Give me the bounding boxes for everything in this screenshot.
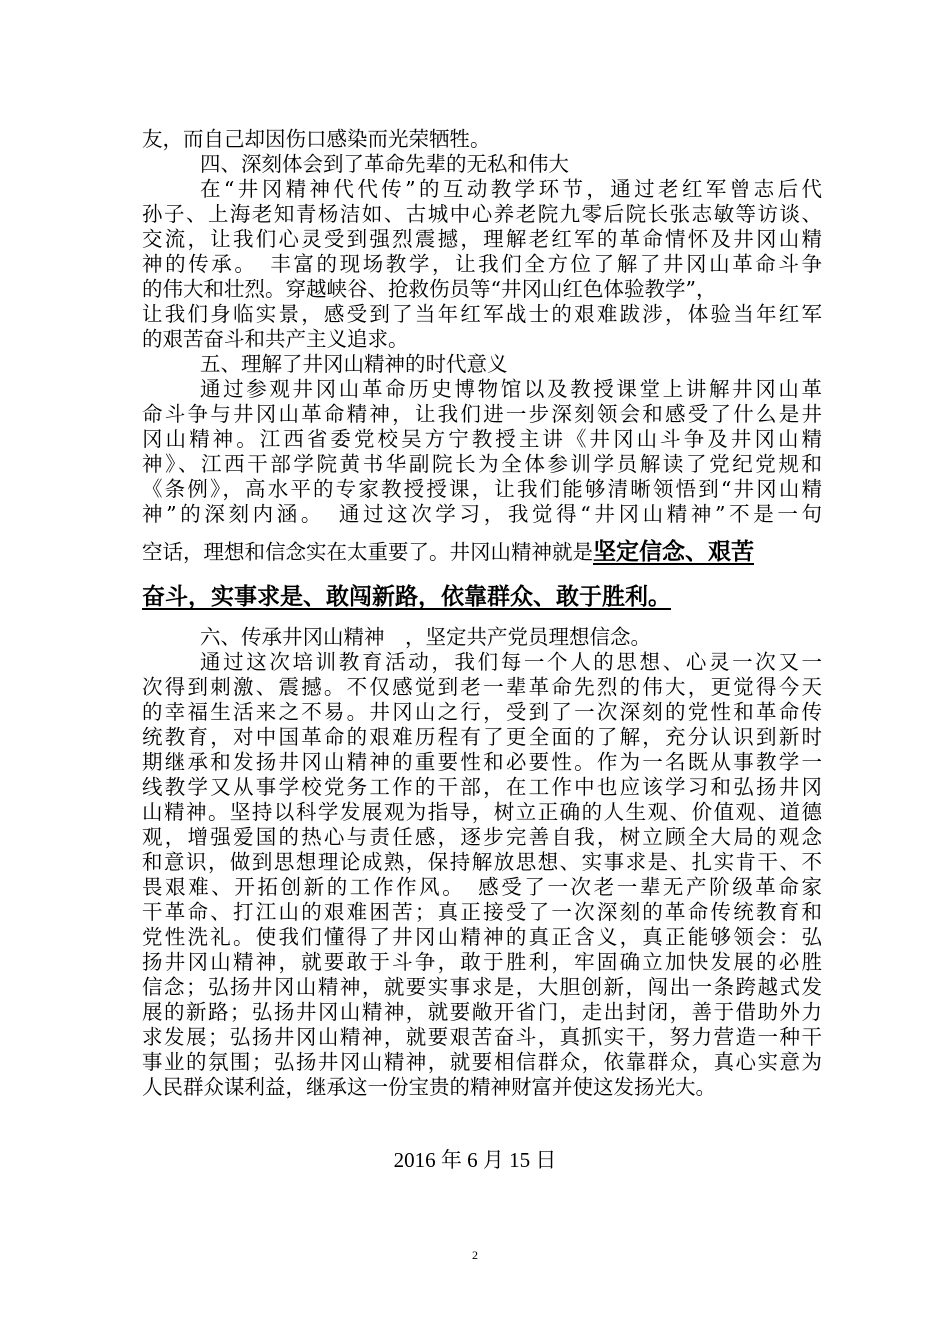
paragraph-line: 孙子、上海老知青杨洁如、古城中心养老院九零后院长张志敏等访谈、 [142,202,822,226]
paragraph-text: 空话，理想和信念实在太重要了。井冈山精神就是 [142,540,593,564]
paragraph-line: 和意识，做到思想理论成熟，保持解放思想、实事求是、扎实肯干、不 [142,850,822,874]
paragraph-line: 的伟大和壮烈。穿越峡谷、抢救伤员等“井冈山红色体验教学”， [142,277,717,301]
paragraph-line: 干革命、打江山的艰难困苦；真正接受了一次深刻的革命传统教育和 [142,900,822,924]
paragraph-line: 神”的深刻内涵。 通过这次学习，我觉得“井冈山精神”不是一句 [142,502,822,526]
paragraph-line: 通过参观井冈山革命历史博物馆以及教授课堂上讲解井冈山革 [200,377,822,401]
paragraph-line: 事业的氛围；弘扬井冈山精神，就要相信群众，依靠群众，真心实意为 [142,1050,822,1074]
paragraph-line: 的幸福生活来之不易。井冈山之行，受到了一次深刻的党性和革命传 [142,700,822,724]
paragraph-line: 友，而自己却因伤口感染而光荣牺牲。 [142,127,491,151]
paragraph-line: 命斗争与井冈山革命精神，让我们进一步深刻领会和感受了什么是井 [142,402,822,426]
paragraph-line: 统教育，对中国革命的艰难历程有了更全面的了解，充分认识到新时 [142,725,822,749]
paragraph-line: 畏艰难、开拓创新的工作作风。 感受了一次老一辈无产阶级革命家 [142,875,822,899]
paragraph-line: 扬井冈山精神，就要敢于斗争，敢于胜利，牢固确立加快发展的必胜 [142,950,822,974]
section-6-heading: 六、传承井冈山精神 ，坚定共产党员理想信念。 [200,625,651,649]
paragraph-line: 神》、江西干部学院黄书华副院长为全体参训学员解读了党纪党规和 [142,452,822,476]
paragraph-line: 观，增强爱国的热心与责任感，逐步完善自我，树立顾全大局的观念 [142,825,822,849]
paragraph-line: 交流，让我们心灵受到强烈震撼，理解老红军的革命情怀及井冈山精 [142,227,822,251]
paragraph-line: 的艰苦奋斗和共产主义追求。 [142,327,409,351]
emphasis-text: 坚定信念、艰苦 [593,538,754,565]
paragraph-line: 次得到刺激、震撼。不仅感觉到老一辈革命先烈的伟大，更觉得今天 [142,675,822,699]
paragraph-line: 冈山精神。江西省委党校吴方宁教授主讲《井冈山斗争及井冈山精 [142,427,822,451]
emphasis-text: 奋斗，实事求是、敢闯新路，依靠群众、敢于胜利。 [142,583,671,610]
paragraph-line: 《条例》，高水平的专家教授授课，让我们能够清晰领悟到“井冈山精 [142,477,822,501]
paragraph-line: 让我们身临实景，感受到了当年红军战士的艰难跋涉，体验当年红军 [142,302,822,326]
emphasis-line [142,582,822,612]
paragraph-line-mixed [142,537,822,567]
paragraph-line: 信念；弘扬井冈山精神，就要实事求是，大胆创新，闯出一条跨越式发 [142,975,822,999]
paragraph-line: 求发展；弘扬井冈山精神，就要艰苦奋斗，真抓实干，努力营造一种干 [142,1025,822,1049]
section-4-heading: 四、深刻体会到了革命先辈的无私和伟大 [200,152,569,176]
paragraph-line: 线教学又从事学校党务工作的干部，在工作中也应该学习和弘扬井冈 [142,775,822,799]
paragraph-line: 党性洗礼。使我们懂得了井冈山精神的真正含义，真正能够领会：弘 [142,925,822,949]
paragraph-line: 山精神。坚持以科学发展观为指导，树立正确的人生观、价值观、道德 [142,800,822,824]
paragraph-line: 展的新路；弘扬井冈山精神，就要敞开省门，走出封闭，善于借助外力 [142,1000,822,1024]
paragraph-line: 神的传承。 丰富的现场教学，让我们全方位了解了井冈山革命斗争 [142,252,822,276]
section-5-heading: 五、理解了井冈山精神的时代意义 [200,352,508,376]
paragraph-line: 人民群众谋利益，继承这一份宝贵的精神财富并使这发扬光大。 [142,1075,716,1099]
paragraph-line: 在“井冈精神代代传”的互动教学环节，通过老红军曾志后代 [200,177,822,201]
document-date: 2016 年 6 月 15 日 [393,1148,557,1172]
page-number: 2 [472,1248,478,1262]
paragraph-line: 期继承和发扬井冈山精神的重要性和必要性。作为一名既从事教学一 [142,750,822,774]
paragraph-line: 通过这次培训教育活动，我们每一个人的思想、心灵一次又一 [200,650,822,674]
